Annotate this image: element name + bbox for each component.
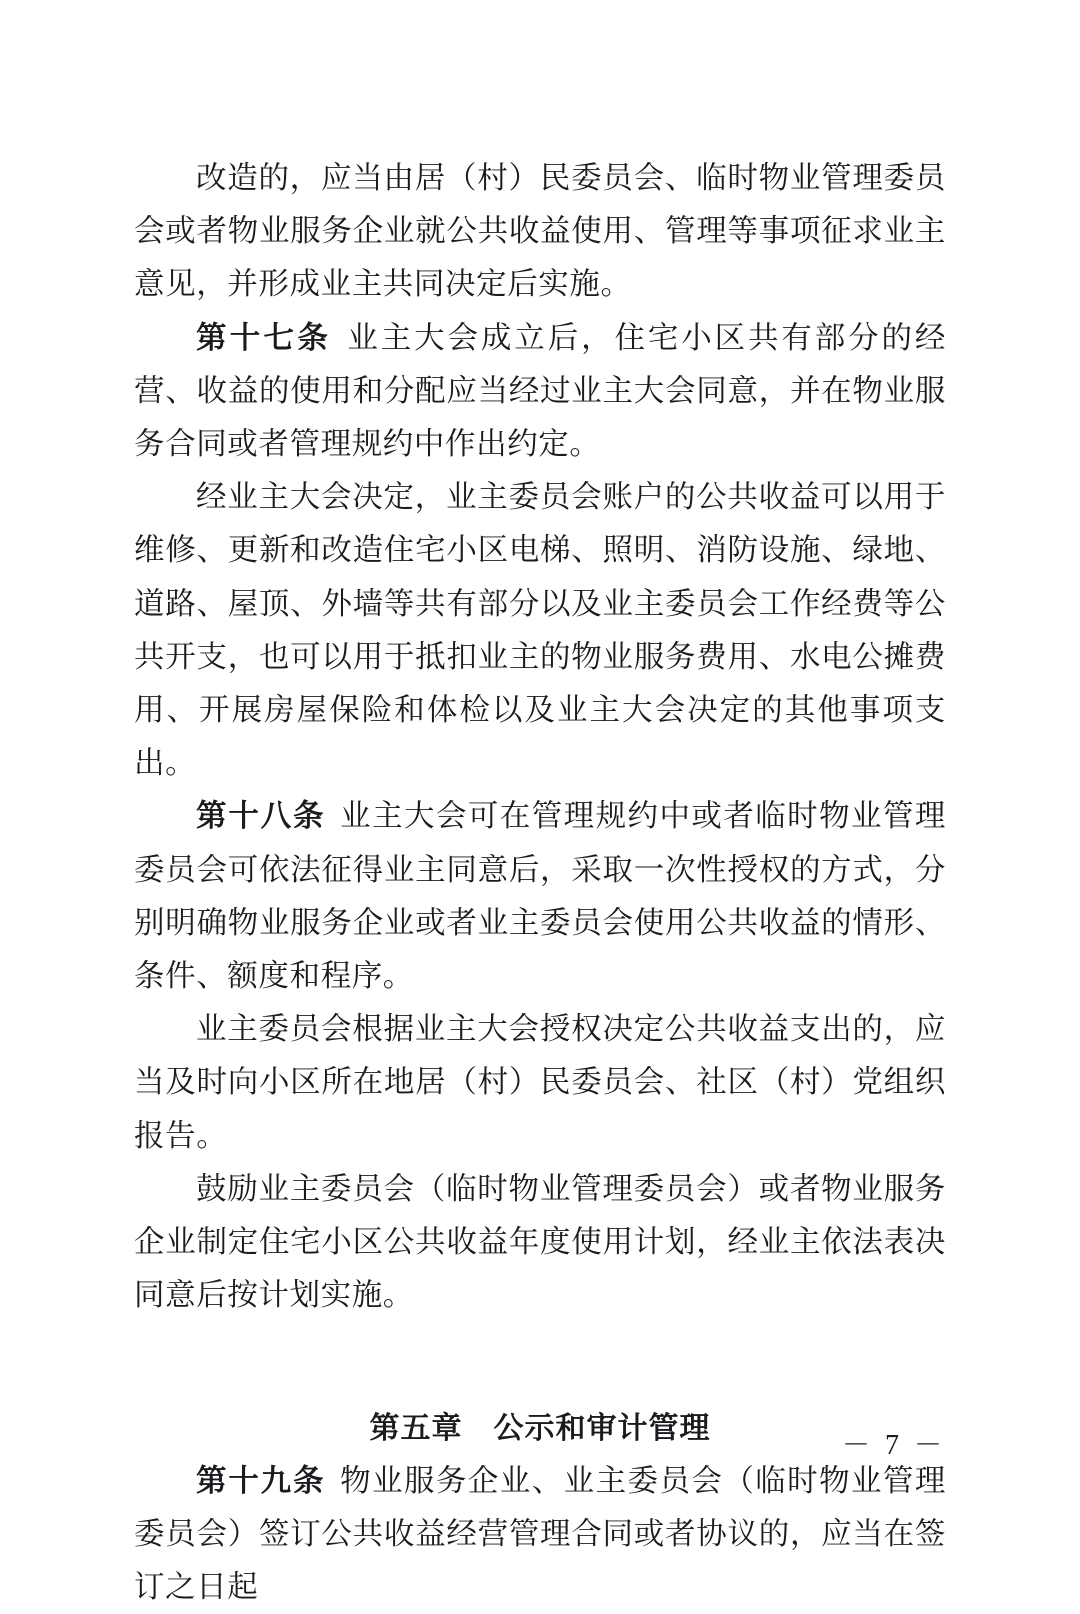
paragraph-article-19 bbox=[134, 1455, 946, 1614]
paragraph-article-18-third: 鼓励业主委员会（临时物业管理委员会）或者物业服务企业制定住宅小区公共收益年度使用计划，经业主依法表决同意后按计划实施。 bbox=[134, 1171, 946, 1313]
blank-line-spacer-half bbox=[134, 1376, 946, 1402]
paragraph-article-18-second: 业主委员会根据业主大会授权决定公共收益支出的，应当及时向小区所在地居（村）民委员会、社区（村）党组织报告。 bbox=[134, 1012, 946, 1153]
article-19-body: 物业服务企业、业主委员会（临时物业管理委员会）签订公共收益经营管理合同或者协议的，应当在签订之日起 bbox=[134, 1463, 946, 1605]
article-number-18: 第十八条 bbox=[196, 799, 326, 834]
paragraph-article-17 bbox=[134, 312, 946, 472]
paragraph-article-17-second: 经业主大会决定，业主委员会账户的公共收益可以用于维修、更新和改造住宅小区电梯、照明、消防设施、绿地、道路、屋顶、外墙等共有部分以及业主委员会工作经费等公共开支，也可以用于抵扣业主的物业服务费用、水电公摊费用、开展房屋保险和体检以及业主大会决定的其他事项支出。 bbox=[134, 480, 946, 781]
article-number-17: 第十七条 bbox=[196, 320, 332, 355]
article-17-body: 业主大会成立后，住宅小区共有部分的经营、收益的使用和分配应当经过业主大会同意，并在物业服务合同或者管理规约中作出约定。 bbox=[134, 320, 946, 462]
article-number-19: 第十九条 bbox=[196, 1463, 326, 1498]
chapter-5-heading: 第五章 公示和审计管理 bbox=[369, 1411, 711, 1445]
page-text-body bbox=[134, 152, 946, 1614]
paragraph-article-18 bbox=[134, 790, 946, 1003]
page-number-footer: － 7 － bbox=[841, 1430, 946, 1461]
paragraph-continuation: 改造的，应当由居（村）民委员会、临时物业管理委员会或者物业服务企业就公共收益使用、管理等事项征求业主意见，并形成业主共同决定后实施。 bbox=[134, 161, 946, 302]
blank-line-spacer bbox=[134, 1322, 946, 1375]
article-18-body: 业主大会可在管理规约中或者临时物业管理委员会可依法征得业主同意后，采取一次性授权的方式，分别明确物业服务企业或者业主委员会使用公共收益的情形、条件、额度和程序。 bbox=[134, 799, 946, 994]
